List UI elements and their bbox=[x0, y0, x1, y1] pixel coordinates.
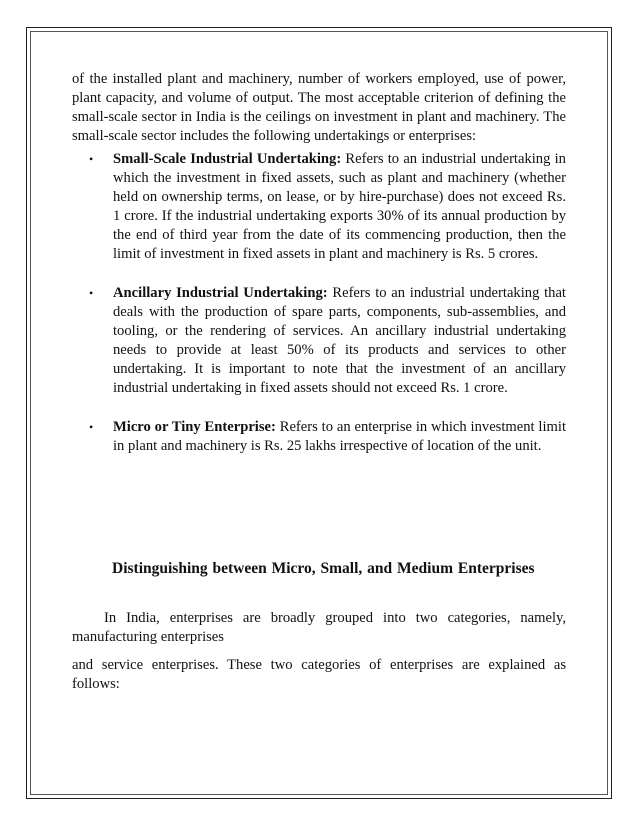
list-item-text: Refers to an industrial undertaking in which the investment in fixed assets, such as plant and machinery (whether held on ownership terms, on lease, or by hire-purchase) does not exceed Rs. 1 crore. If the industrial undertaking exports 30% of its annual production by the end of third year from the date of its commencing production, then the limit of investment in fixed assets in plant and machinery is Rs. 5 crores. bbox=[113, 151, 566, 262]
body-content bbox=[72, 70, 566, 456]
list-item-text: Refers to an enterprise in which investment limit in plant and machinery is Rs. 25 lakhs irrespective of location of the unit. bbox=[113, 419, 567, 454]
bullet-icon: • bbox=[89, 152, 94, 166]
undertakings-list bbox=[72, 150, 566, 456]
section-heading: Distinguishing between Micro, Small, and Medium Enterprises bbox=[112, 560, 535, 577]
bullet-icon: • bbox=[89, 286, 94, 300]
list-item-term: Small-Scale Industrial Undertaking: bbox=[113, 151, 342, 167]
bullet-icon: • bbox=[89, 420, 94, 434]
intro-paragraph: of the installed plant and machinery, number of workers employed, use of power, plant capacity, and volume of output. The most acceptable criterion of defining the small-scale sector in India is the ceilings on investment in plant and machinery. The small-scale sector includes the following undertakings or enterprises: bbox=[72, 71, 566, 144]
list-item-text: Refers to an industrial undertaking that deals with the production of spare parts, components, sub-assemblies, and tooling, or the rendering of services. An ancillary industrial undertaking needs to provide at least 50% of its products and services to other undertaking. It is important to note that the investment of an ancillary industrial undertaking in fixed assets should not exceed Rs. 1 crore. bbox=[113, 285, 566, 396]
list-item-small-scale bbox=[72, 150, 566, 264]
categories-paragraph-continued: and service enterprises. These two categories of enterprises are explained as follows: bbox=[72, 657, 566, 692]
list-item-term: Ancillary Industrial Undertaking: bbox=[113, 285, 328, 301]
list-item-micro bbox=[72, 418, 566, 456]
list-item-term: Micro or Tiny Enterprise: bbox=[113, 419, 276, 435]
list-item-ancillary bbox=[72, 284, 566, 398]
categories-paragraph: In India, enterprises are broadly grouped into two categories, namely, manufacturing enterprises bbox=[72, 610, 566, 645]
